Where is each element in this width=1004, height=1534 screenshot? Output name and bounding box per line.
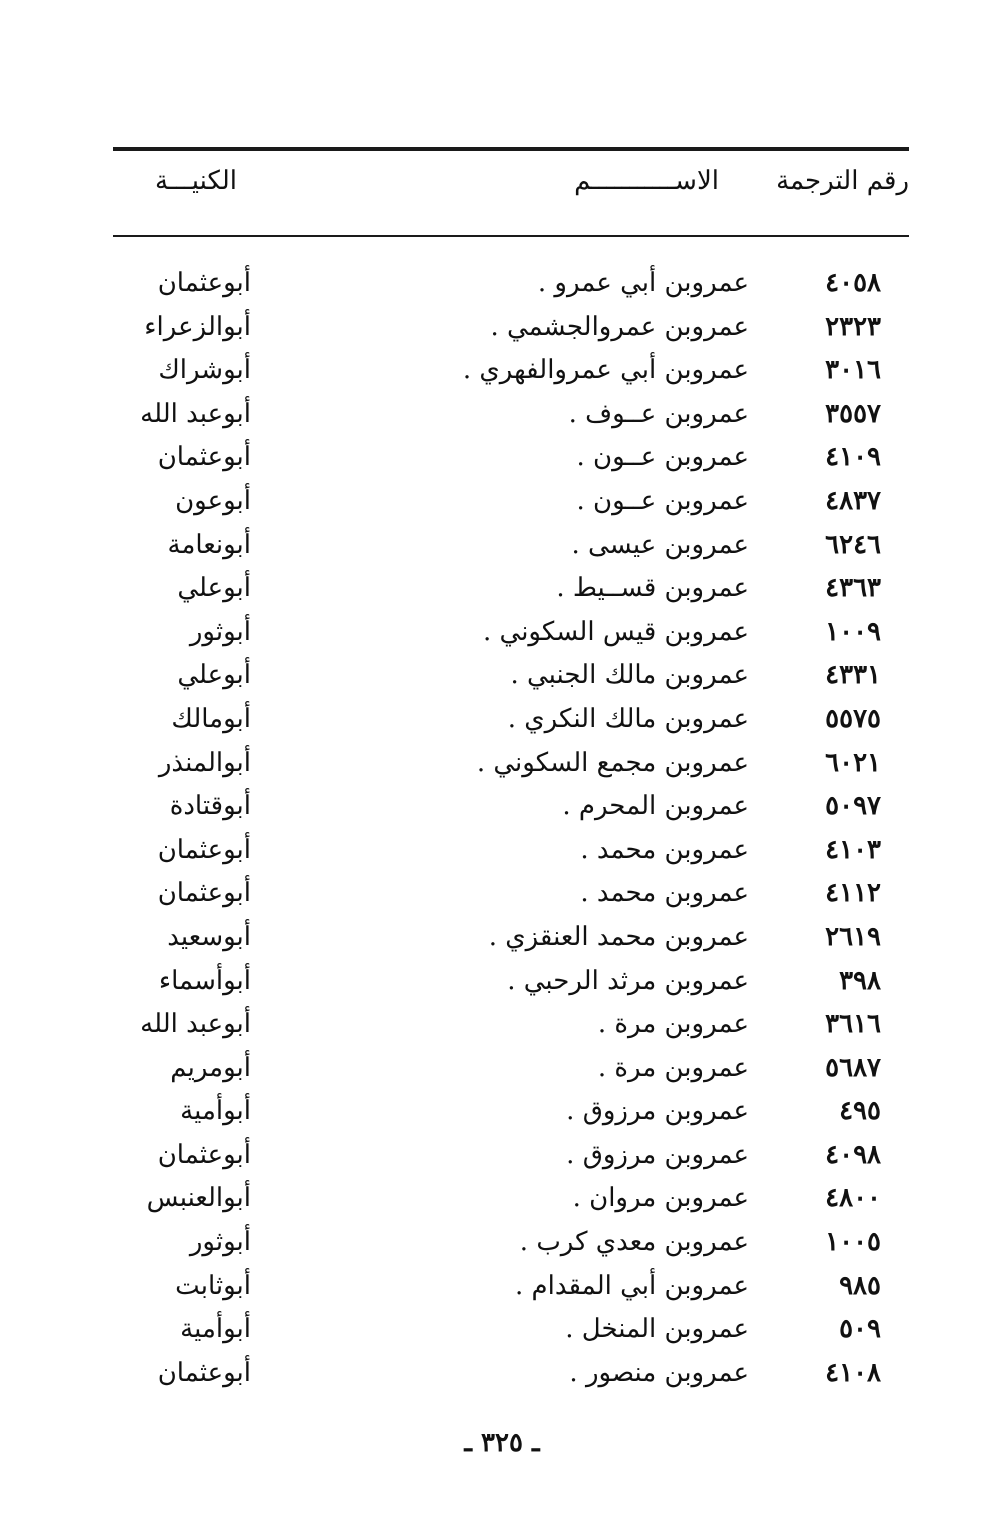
entry-number: ٥٥٧٥: [825, 703, 881, 734]
entry-kunya: أبوثابت: [175, 1270, 251, 1301]
entry-kunya: أبوعبد الله: [140, 1009, 251, 1040]
entry-name: عمروبن أبي عمروالفهري .: [462, 355, 749, 386]
entry-kunya: أبوالعنبس: [146, 1183, 251, 1214]
table-row: [113, 611, 909, 655]
table-row: [113, 524, 909, 568]
entry-number: ٣٦١٦: [825, 1009, 881, 1040]
entry-number: ٢٣٢٣: [825, 311, 881, 342]
entry-number: ٤٩٥: [839, 1096, 881, 1127]
entry-number: ٤٨٣٧: [825, 485, 881, 516]
entry-name: عمروبن المنخل .: [565, 1314, 749, 1345]
entry-name: عمروبن معدي كرب .: [519, 1227, 749, 1258]
entry-name: عمروبن مالك النكري .: [507, 703, 749, 734]
entry-name: عمروبن مجمع السكوني .: [476, 747, 749, 778]
table-row: [113, 785, 909, 829]
entry-kunya: أبوعبد الله: [140, 398, 251, 429]
entry-kunya: أبوعثمان: [157, 1357, 251, 1388]
entry-name: عمروبن مروان .: [572, 1183, 749, 1214]
entry-name: عمروبن مرزوق .: [566, 1096, 749, 1127]
table-row: [113, 916, 909, 960]
entry-name: عمروبن أبي عمرو .: [537, 268, 749, 298]
entry-name: عمروبن مالك الجنبي .: [510, 660, 749, 691]
entry-name: عمروبن محمد .: [580, 878, 749, 909]
entry-kunya: أبوالمنذر: [158, 747, 251, 778]
entry-name: عمروبن عمروالجشمي .: [490, 311, 749, 342]
table-row: [113, 960, 909, 1004]
entry-number: ٥٠٩: [839, 1314, 881, 1345]
table-row: [113, 829, 909, 873]
table-row: [113, 1308, 909, 1352]
entry-number: ٣٥٥٧: [825, 398, 881, 429]
entry-kunya: أبوعثمان: [157, 1139, 251, 1170]
entry-number: ٤٠٩٨: [825, 1139, 881, 1170]
entry-number: ٤١٠٨: [825, 1357, 881, 1388]
page-number: ـ ٣٢٥ ـ: [464, 1428, 540, 1458]
entry-kunya: أبوأسماء: [158, 965, 251, 996]
entries-list: [113, 262, 909, 1395]
entry-name: عمروبن عــوف .: [568, 398, 749, 429]
entry-kunya: أبومالك: [171, 703, 251, 734]
entry-kunya: أبوعلي: [177, 573, 251, 604]
table-row: [113, 698, 909, 742]
entry-number: ٥٠٩٧: [825, 791, 881, 822]
entry-number: ٤٠٥٨: [825, 268, 881, 298]
entry-name: عمروبن عــون .: [576, 485, 749, 516]
entry-number: ٣٩٨: [839, 965, 881, 996]
entry-name: عمروبن محمد .: [580, 834, 749, 865]
entry-number: ١٠٠٩: [825, 616, 881, 647]
entry-number: ٤١٠٩: [825, 442, 881, 473]
entry-kunya: أبونعامة: [167, 529, 251, 560]
entry-number: ٦٢٤٦: [825, 529, 881, 560]
entry-name: عمروبن مرة .: [597, 1009, 749, 1040]
entry-kunya: أبوعثمان: [157, 834, 251, 865]
table-row: [113, 1134, 909, 1178]
table-row: [113, 1047, 909, 1091]
entry-kunya: أبوقتادة: [169, 791, 251, 822]
entry-name: عمروبن أبي المقدام .: [515, 1270, 749, 1301]
entry-name: عمروبن عــون .: [576, 442, 749, 473]
entry-name: عمروبن قيس السكوني .: [483, 616, 749, 647]
header-number: رقم الترجمة: [776, 166, 909, 196]
header-rule: [113, 235, 909, 237]
entry-number: ٤٣٦٣: [825, 573, 881, 604]
entry-name: عمروبن المحرم .: [562, 791, 749, 822]
entry-kunya: أبوعثمان: [157, 878, 251, 909]
table-row: [113, 393, 909, 437]
entry-number: ٤١١٢: [825, 878, 881, 909]
entry-name: عمروبن محمد العنقزي .: [488, 921, 749, 952]
entry-number: ١٠٠٥: [825, 1227, 881, 1258]
entry-name: عمروبن مرثد الرحبي .: [507, 965, 749, 996]
entry-kunya: أبوسعيد: [167, 921, 251, 952]
table-row: [113, 306, 909, 350]
entry-name: عمروبن قســيط .: [556, 573, 749, 604]
entry-kunya: أبوالزعراء: [144, 311, 251, 342]
entry-number: ٥٦٨٧: [825, 1052, 881, 1083]
table-row: [113, 1221, 909, 1265]
entry-kunya: أبوعون: [175, 485, 251, 516]
table-row: [113, 480, 909, 524]
table-row: [113, 1090, 909, 1134]
entry-number: ٣٠١٦: [825, 355, 881, 386]
entry-number: ٦٠٢١: [825, 747, 881, 778]
entry-kunya: أبوعثمان: [157, 442, 251, 473]
entry-name: عمروبن مرة .: [597, 1052, 749, 1083]
entry-kunya: أبوثور: [189, 1227, 251, 1258]
entry-name: عمروبن مرزوق .: [566, 1139, 749, 1170]
entry-name: عمروبن عيسى .: [571, 529, 749, 560]
top-rule: [113, 147, 909, 151]
table-row: [113, 349, 909, 393]
table-row: [113, 654, 909, 698]
table-row: [113, 436, 909, 480]
entry-number: ٤١٠٣: [825, 834, 881, 865]
entry-kunya: أبوأمية: [180, 1314, 251, 1345]
table-row: [113, 742, 909, 786]
entry-kunya: أبوعثمان: [157, 268, 251, 298]
entry-kunya: أبومريم: [170, 1052, 251, 1083]
table-header: [113, 166, 909, 210]
entry-kunya: أبوأمية: [180, 1096, 251, 1127]
table-row: [113, 1352, 909, 1396]
table-row: [113, 1265, 909, 1309]
table-row: [113, 262, 909, 306]
table-row: [113, 567, 909, 611]
entry-number: ٩٨٥: [839, 1270, 881, 1301]
entry-kunya: أبوعلي: [177, 660, 251, 691]
table-row: [113, 1177, 909, 1221]
header-name: الاســـــــــــم: [574, 166, 719, 196]
entry-number: ٢٦١٩: [825, 921, 881, 952]
table-row: [113, 1003, 909, 1047]
entry-kunya: أبوشراك: [158, 355, 251, 386]
entry-kunya: أبوثور: [189, 616, 251, 647]
entry-name: عمروبن منصور .: [569, 1357, 749, 1388]
table-row: [113, 872, 909, 916]
entry-number: ٤٨٠٠: [825, 1183, 881, 1214]
entry-number: ٤٣٣١: [825, 660, 881, 691]
header-kunya: الكنيـــة: [155, 166, 237, 196]
